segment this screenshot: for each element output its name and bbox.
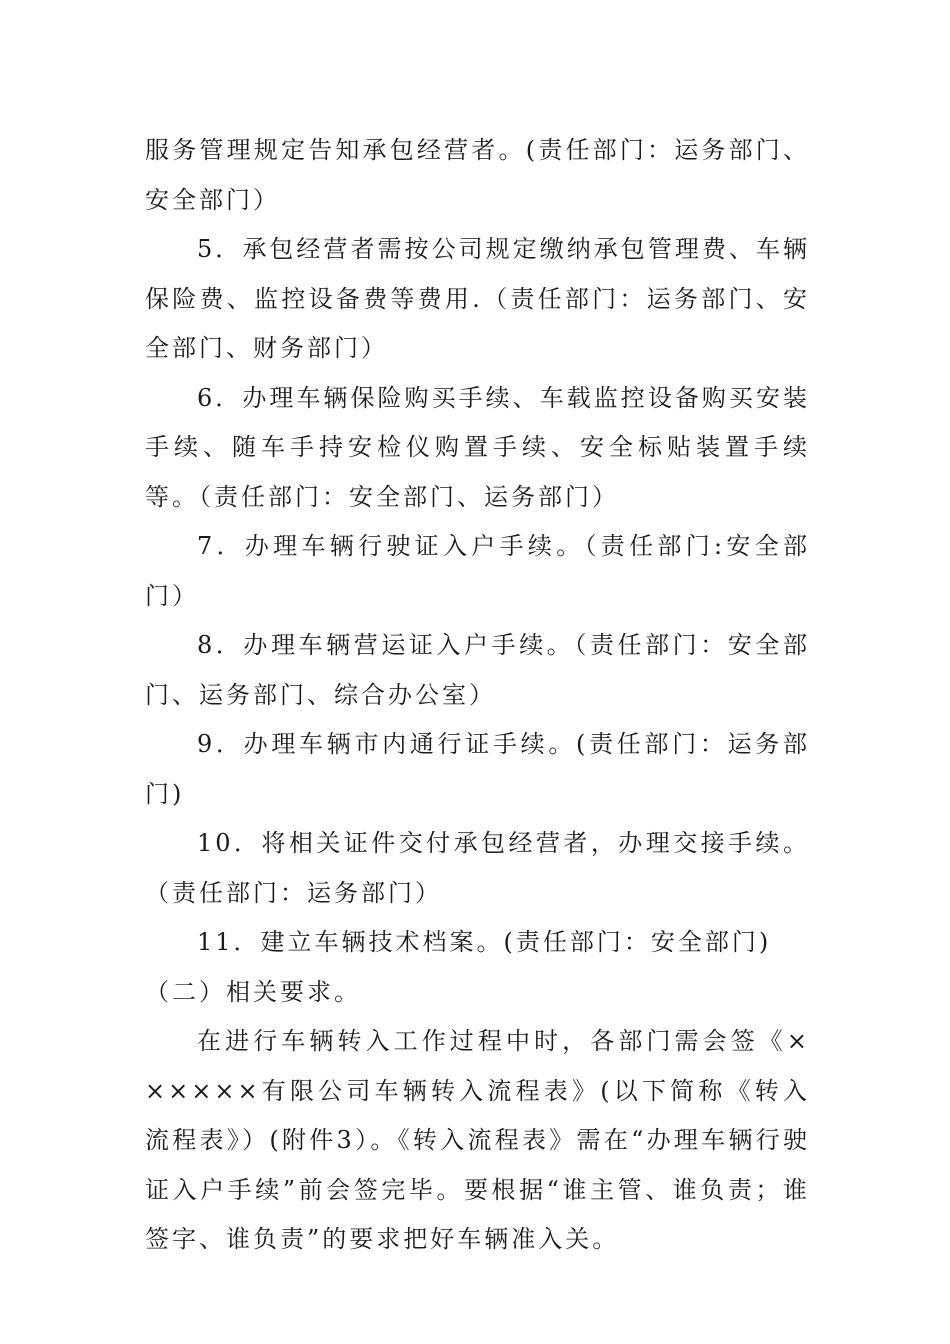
- paragraph-requirements: 在进行车辆转入工作过程中时，各部门需会签《××××××有限公司车辆转入流程表》(以下简称《转入流程表》）(附件3）。《转入流程表》需在“办理车辆行驶证入户手续”前会签完毕。要根据“谁主管、谁负责；谁签字、谁负责”的要求把好车辆准入关。: [145, 1027, 810, 1253]
- paragraph-item-7: 7．办理车辆行驶证入户手续。（责任部门:安全部门）: [145, 532, 810, 610]
- paragraph-item-9: 9．办理车辆市内通行证手续。(责任部门：运务部门): [145, 730, 810, 808]
- section-heading: （二）相关要求。: [145, 977, 361, 1006]
- paragraph-item-6: 6．办理车辆保险购买手续、车载监控设备购买安装手续、随车手持安检仪购置手续、安全标贴装置手续等。（责任部门：安全部门、运务部门）: [145, 383, 810, 511]
- paragraph-item-10: 10．将相关证件交付承包经营者，办理交接手续。（责任部门：运务部门）: [145, 829, 810, 907]
- paragraph-item-11: 11．建立车辆技术档案。(责任部门：安全部门): [197, 928, 772, 956]
- paragraph-continuation: 服务管理规定告知承包经营者。(责任部门：运务部门、安全部门）: [145, 136, 810, 214]
- paragraph-item-5: 5．承包经营者需按公司规定缴纳承包管理费、车辆保险费、监控设备费等费用.（责任部门：运务部门、安全部门、财务部门）: [145, 235, 810, 362]
- document-body: [145, 126, 810, 1265]
- paragraph-item-8: 8．办理车辆营运证入户手续。（责任部门：安全部门、运务部门、综合办公室）: [145, 631, 810, 709]
